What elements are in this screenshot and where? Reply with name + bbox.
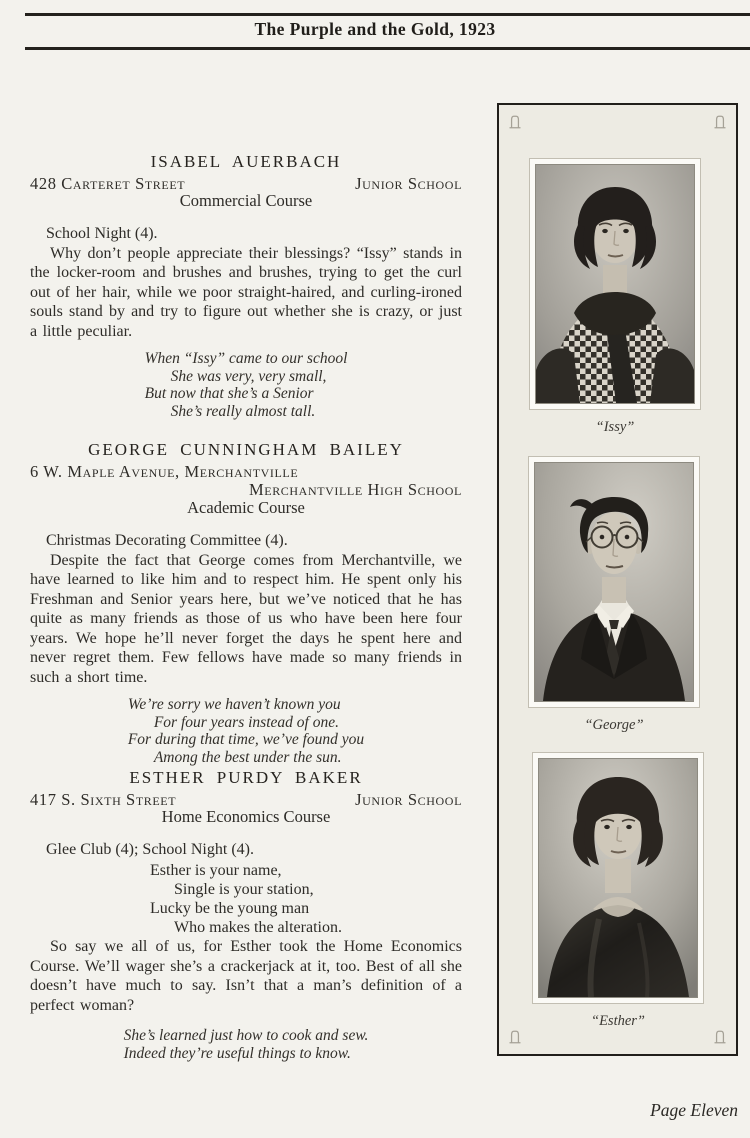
photo-frame — [530, 159, 700, 409]
course-name: Academic Course — [187, 498, 305, 517]
student-name: ISABEL AUERBACH — [150, 152, 342, 171]
poem-line: We’re sorry we haven’t known you — [127, 696, 341, 714]
activities-line: School Night (4). — [46, 225, 158, 242]
school-label: Junior School — [355, 790, 462, 809]
poem — [128, 696, 364, 766]
page-number: Page Eleven — [650, 1100, 738, 1120]
photo-caption: “George” — [584, 717, 644, 733]
street-address: 428 Carteret Street — [30, 174, 186, 193]
bio-paragraph: Why don’t people appreciate their blessings? “Issy” stands in the locker-room and brushes and brushes, trying to get the curl out of her hair, while we poor straight-haired, and curling-ironed souls stand by and try to figure out whether she is crazy, or just a little peculiar. — [30, 244, 462, 340]
portrait-block-issy — [530, 159, 700, 436]
portrait-block-george — [529, 457, 699, 734]
photo-caption: “Esther” — [591, 1013, 645, 1029]
poem — [124, 1027, 369, 1062]
corner-ornament-icon — [713, 1029, 727, 1045]
poem-line: Among the best under the sun. — [153, 748, 342, 766]
school-label: Junior School — [355, 174, 462, 193]
bio-paragraph: Despite the fact that George comes from Merchantville, we have learned to like him and to respect him. He spent only his Freshman and Senior years here, but we’ve noticed that he has quite as many friends as those of us who have been here four years. We hope he’ll never forget the days he spent here and never regret them. Few fellows have made so many friends in such a short time. — [30, 551, 462, 686]
street-address: 417 S. Sixth Street — [30, 790, 177, 809]
poem-line: But now that she’s a Senior — [144, 385, 314, 403]
poem-line: For during that time, we’ve found you — [127, 731, 365, 749]
page-title: The Purple and the Gold, 1923 — [254, 19, 496, 39]
poem-line: Indeed they’re useful things to know. — [123, 1044, 351, 1062]
verse — [150, 861, 342, 938]
student-name: GEORGE CUNNINGHAM BAILEY — [88, 440, 404, 459]
poem-line: She was very, very small, — [170, 367, 327, 385]
verse-line: Lucky be the young man — [150, 899, 310, 917]
corner-ornament-icon — [713, 114, 727, 130]
poem-line: She’s really almost tall. — [170, 402, 316, 420]
poem — [145, 350, 348, 420]
student-entry-isabel — [30, 152, 462, 420]
corner-ornament-icon — [508, 114, 522, 130]
photo-panel — [497, 103, 738, 1056]
header-rule-bottom — [25, 47, 750, 50]
student-name: ESTHER PURDY BAKER — [129, 768, 363, 787]
student-entry-george — [30, 440, 462, 766]
photo-frame — [529, 457, 699, 707]
street-address: 6 W. Maple Avenue, Merchantville — [30, 462, 299, 481]
verse-line: Who makes the alteration. — [174, 919, 342, 937]
photo-caption: “Issy” — [595, 419, 635, 435]
poem-line: She’s learned just how to cook and sew. — [123, 1027, 369, 1045]
course-name: Home Economics Course — [161, 807, 331, 826]
header-rule-top — [25, 13, 750, 16]
portrait-block-esther — [533, 753, 703, 1030]
bio-paragraph: So say we all of us, for Esther took the Home Economics Course. We’ll wager she’s a crackerjack at it, too. Best of all she doesn’t have much to say. Isn’t that a man’s definition of a perfect woman? — [30, 938, 462, 1014]
verse-line: Single is your station, — [174, 880, 314, 898]
poem-line: For four years instead of one. — [153, 713, 339, 731]
activities-line: Christmas Decorating Committee (4). — [46, 532, 288, 549]
poem-line: When “Issy” came to our school — [144, 350, 348, 368]
verse-line: Esther is your name, — [150, 861, 282, 879]
course-name: Commercial Course — [179, 191, 313, 210]
photo-frame — [533, 753, 703, 1003]
corner-ornament-icon — [508, 1029, 522, 1045]
school-label: Merchantville High School — [249, 480, 462, 499]
student-entry-esther — [30, 768, 462, 1062]
portrait-photo-esther — [538, 758, 698, 998]
activities-line: Glee Club (4); School Night (4). — [46, 841, 254, 858]
portrait-photo-george — [534, 462, 694, 702]
portrait-photo-issy — [535, 164, 695, 404]
